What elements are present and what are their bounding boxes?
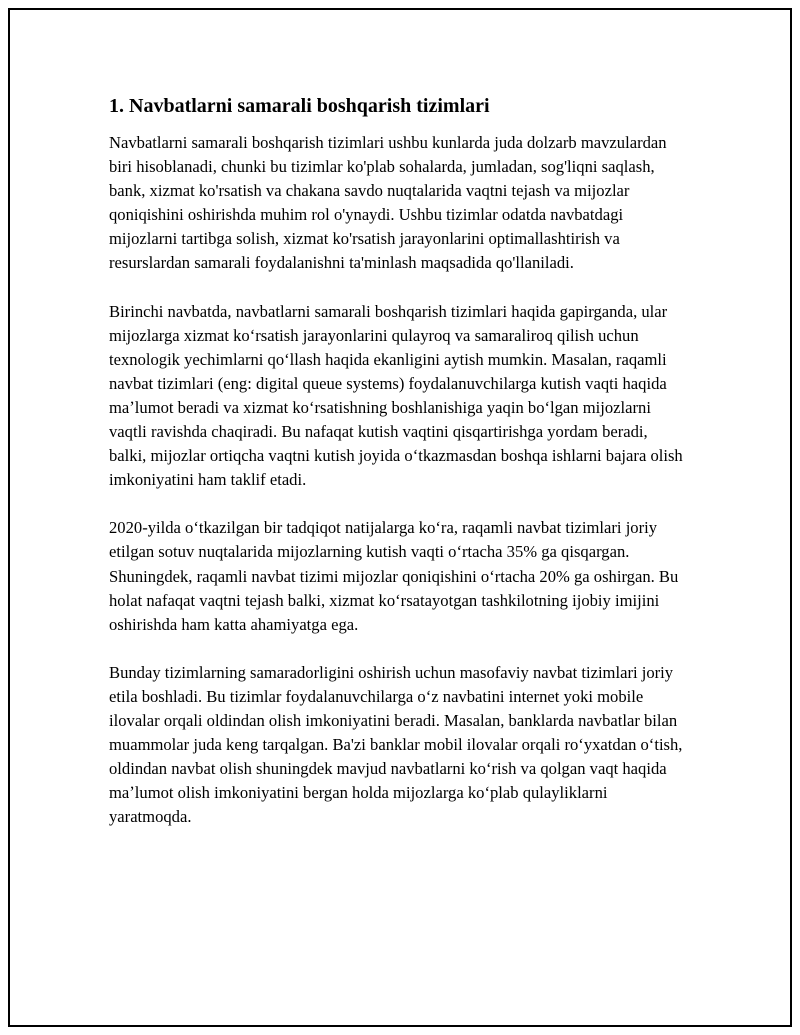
paragraph: Bunday tizimlarning samaradorligini oshirish uchun masofaviy navbat tizimlari joriy etila boshladi. Bu tizimlar foydalanuvchilarga oʻz navbatini internet yoki mobile ilovalar orqali oldindan olish imkoniyatini beradi. Masalan, banklarda navbatlar bilan muammolar juda keng tarqalgan. Ba'zi banklar mobil ilovalar orqali roʻyxatdan oʻtish, oldindan navbat olish shuningdek mavjud navbatlarni koʻrish va qolgan vaqt haqida maʼlumot olish imkoniyatini bergan holda mijozlarga koʻplab qulayliklarni yaratmoqda. (109, 662, 683, 827)
paragraph: Navbatlarni samarali boshqarish tizimlari ushbu kunlarda juda dolzarb mavzulardan biri hisoblanadi, chunki bu tizimlar ko'plab sohalarda, jumladan, sog'liqni saqlash, bank, xizmat ko'rsatish va chakana savdo nuqtalarida vaqtni tejash va mijozlar qoniqishini oshirishda muhim rol o'ynaydi. Ushbu tizimlar odatda navbatdagi mijozlarni tartibga solish, xizmat ko'rsatish jarayonlarini optimallashtirish va resurslardan samarali foydalanishni ta'minlash maqsadida qo'llaniladi. (109, 133, 667, 273)
paragraph: Birinchi navbatda, navbatlarni samarali boshqarish tizimlari haqida gapirganda, ular mijozlarga xizmat koʻrsatish jarayonlarini qulayroq va samaraliroq qilish uchun texnologik yechimlarni qoʻllash haqida ekanligini aytish mumkin. Masalan, raqamli navbat tizimlari (eng: digital queue systems) foydalanuvchilarga kutish vaqti haqida maʼlumot beradi va xizmat koʻrsatishning boshlanishiga yaqin boʻlgan mijozlarni vaqtli ravishda chaqiradi. Bu nafaqat kutish vaqtini qisqartirishga yordam beradi, balki, mijozlar ortiqcha vaqtni kutish joyida oʻtkazmasdan boshqa ishlarni bajara olish imkoniyatini ham taklif etadi. (109, 301, 683, 490)
section-heading: 1. Navbatlarni samarali boshqarish tizimlari (109, 95, 490, 117)
paragraph: 2020-yilda oʻtkazilgan bir tadqiqot natijalarga koʻra, raqamli navbat tizimlari joriy etilgan sotuv nuqtalarida mijozlarning kutish vaqti oʻrtacha 35% ga qisqargan. Shuningdek, raqamli navbat tizimi mijozlar qoniqishini oʻrtacha 20% ga oshirgan. Bu holat nafaqat vaqtni tejash balki, xizmat koʻrsatayotgan tashkilotning ijobiy imijini oshirishda ham katta ahamiyatga ega. (109, 518, 679, 634)
document-body (109, 93, 684, 853)
